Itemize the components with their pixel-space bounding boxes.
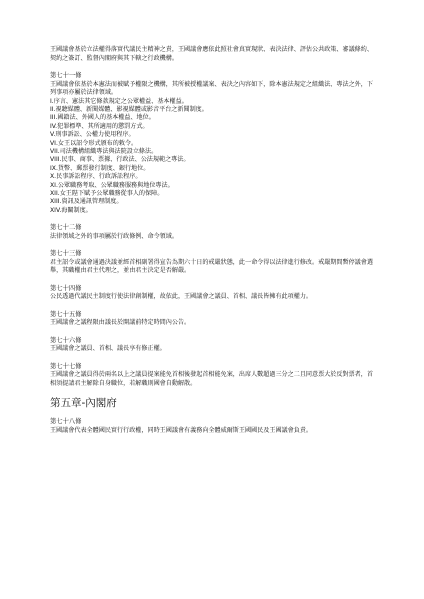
article-78-text: 王國議會代表全體國民實行行政權，同時王國議會有義務向全體威爾斯王國國民及王國議會負責。 [50, 426, 313, 434]
article-78-title: 第七十八條 [50, 418, 82, 426]
article-73-title: 第七十三條 [50, 250, 82, 258]
list-item: I.序言、憲法其它條款規定之公眾權益、基本權益。 [50, 97, 188, 105]
article-77-title: 第七十七條 [50, 362, 82, 370]
list-item: VII.司法機構組織專法與法院設立條法。 [50, 147, 158, 155]
article-73-text: 君主詔令或議會通過決議並經首相副署得宣告為期六十日的戒嚴狀態，此一命令得以法律進行修改。戒嚴期間暫停議會選舉，其職權由君主代理之，並由君主決定是否解嚴。 [50, 258, 373, 275]
article-71-title: 第七十一條 [50, 72, 82, 79]
list-item: XIV.海關制度。 [50, 206, 92, 214]
article-76-title: 第七十六條 [50, 336, 82, 344]
list-item: V.刑事訴訟、公權力使用程序。 [50, 131, 135, 139]
list-item: III.國籍法、外國人的基本權益、地位。 [50, 114, 155, 122]
article-71-list [50, 98, 374, 216]
article-71-lead: 王國議會依基於本憲法而被賦予權限之機構，其所被授權議案、表決之內容如下，除本憲法規定之組織法、專法之外，下列事項亦屬於法律領域。 [50, 80, 373, 96]
list-item: VIII.民事、商事、票據、行政法、公法規範之專法。 [50, 156, 190, 164]
list-item: X.民事訴訟程序、行政訴訟程序。 [50, 173, 142, 181]
list-item: VI.女王以詔令形式頒布的敕令。 [50, 139, 138, 147]
article-76-text: 王國議會之議員、首相、議長享有修正權。 [50, 345, 166, 353]
chapter-heading: 第五章-內閣府 [50, 397, 117, 410]
article-75-text: 王國議會之議程限由議長於開議前特定時間內公告。 [50, 319, 191, 327]
article-77-text: 王國議會之議員得於兩名以上之議員提案能免首相後發起首相能免案，出席人數超過三分之二且同意票大於反對票者，首相須提請君主解除自身職位，若解職則國會自動解散。 [50, 371, 373, 387]
article-74-text: 公民透過代議民主制度行使法律創制權，故依此，王國議會之議員、首相、議長皆擁有此項權力。 [50, 293, 313, 301]
list-item: XIII.資訊及通訊管理制度。 [50, 198, 123, 206]
article-72-text: 法律領域之外的事項屬於行政條例、命令領域。 [50, 232, 178, 240]
article-74-title: 第七十四條 [50, 284, 82, 292]
intro-paragraph: 王國議會基於立法權得落實代議民主精神之責，王國議會應依此照社會真實現狀、表決法律、評估公共政策、審議條約、契約之簽訂、監督內閣府與其下轄之行政機構。 [50, 46, 373, 62]
list-item: IX.貨幣、郵票發行制度、銀行地位。 [50, 164, 150, 172]
list-item: XI.公眾職務考取、公眾職務服務與地位專法。 [50, 181, 174, 189]
list-item: XII.女王陛下賦予公眾職務從事人的保障。 [50, 189, 164, 197]
list-item: II.視聽媒體、新聞媒體、影視媒體或影音平台之新聞制度。 [50, 105, 208, 113]
article-75-title: 第七十五條 [50, 310, 82, 318]
list-item: IV.犯罪標準、其所適用的懲罰方式。 [50, 122, 149, 130]
article-72-title: 第七十二條 [50, 224, 82, 232]
